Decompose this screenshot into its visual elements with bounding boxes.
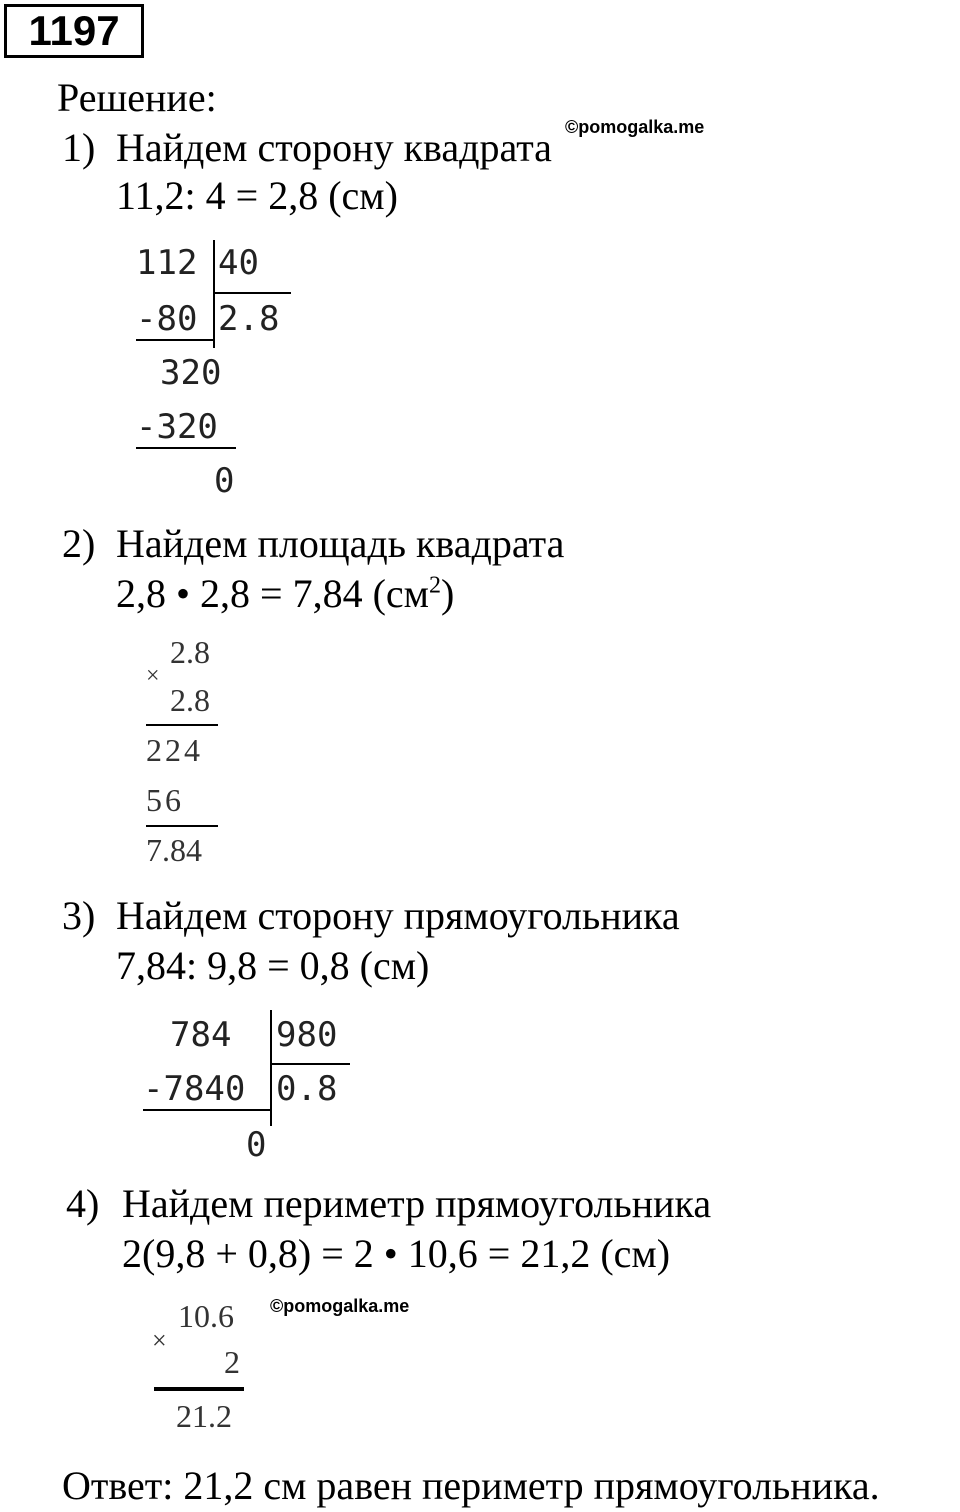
product-result: 21.2 <box>176 1398 232 1434</box>
multiply-sign: × <box>146 663 160 689</box>
divisor: 40 <box>218 243 259 283</box>
step-2-formula <box>116 571 455 616</box>
step-2-title: Найдем площадь квадрата <box>116 521 565 566</box>
watermark: ©pomogalka.me <box>565 117 705 137</box>
step-2-number: 2) <box>62 521 96 566</box>
step-1-title: Найдем сторону квадрата <box>116 125 552 170</box>
step-3-formula: 7,84: 9,8 = 0,8 (см) <box>116 943 430 988</box>
step-2-formula-end: ) <box>440 571 455 616</box>
subtraction-line <box>143 1109 271 1111</box>
factor-1: 2.8 <box>170 634 210 670</box>
multiply-sign: × <box>152 1326 167 1355</box>
dividend: 112 <box>136 243 198 283</box>
division-divisor-underline <box>272 1063 350 1065</box>
watermark-2: ©pomogalka.me <box>270 1296 410 1316</box>
division-divisor-underline <box>215 292 291 294</box>
divisor: 980 <box>276 1015 338 1055</box>
step-4-title: Найдем периметр прямоугольника <box>122 1181 712 1226</box>
partial-product-2: 56 <box>146 782 184 818</box>
product-result: 7.84 <box>146 832 202 868</box>
remainder-1: 320 <box>160 353 222 393</box>
subtraction-line-1 <box>136 339 213 341</box>
step-1-formula: 11,2: 4 = 2,8 (см) <box>116 173 398 218</box>
factor-2: 2 <box>224 1344 240 1380</box>
remainder: 0 <box>246 1125 267 1165</box>
remainder-2: 0 <box>214 461 235 501</box>
partial-product-1: 224 <box>146 732 203 768</box>
step-2-formula-main: 2,8 • 2,8 = 7,84 (см <box>116 571 429 616</box>
solution-label: Решение: <box>57 75 217 120</box>
step-2-formula-superscript: 2 <box>428 572 441 599</box>
problem-number: 1197 <box>4 4 144 58</box>
subtraction-line-2 <box>136 447 236 449</box>
factor-2: 2.8 <box>170 682 210 718</box>
subtrahend-1: -80 <box>136 299 198 339</box>
step-4-number: 4) <box>66 1181 100 1226</box>
subtrahend-2: -320 <box>136 407 218 447</box>
multiply-line-1 <box>146 724 218 726</box>
step-1-number: 1) <box>62 125 96 170</box>
step-3-number: 3) <box>62 893 96 938</box>
dividend: 784 <box>170 1015 232 1055</box>
multiply-line-2 <box>146 825 218 827</box>
factor-1: 10.6 <box>178 1298 234 1334</box>
multiply-line <box>154 1387 244 1391</box>
step-4-formula: 2(9,8 + 0,8) = 2 • 10,6 = 21,2 (см) <box>122 1231 671 1276</box>
subtrahend: -7840 <box>143 1069 246 1109</box>
quotient: 2.8 <box>218 299 280 339</box>
quotient: 0.8 <box>276 1069 338 1109</box>
step-3-title: Найдем сторону прямоугольника <box>116 893 680 938</box>
answer: Ответ: 21,2 см равен периметр прямоугольника. <box>62 1463 880 1508</box>
division-vertical-line <box>213 240 215 348</box>
